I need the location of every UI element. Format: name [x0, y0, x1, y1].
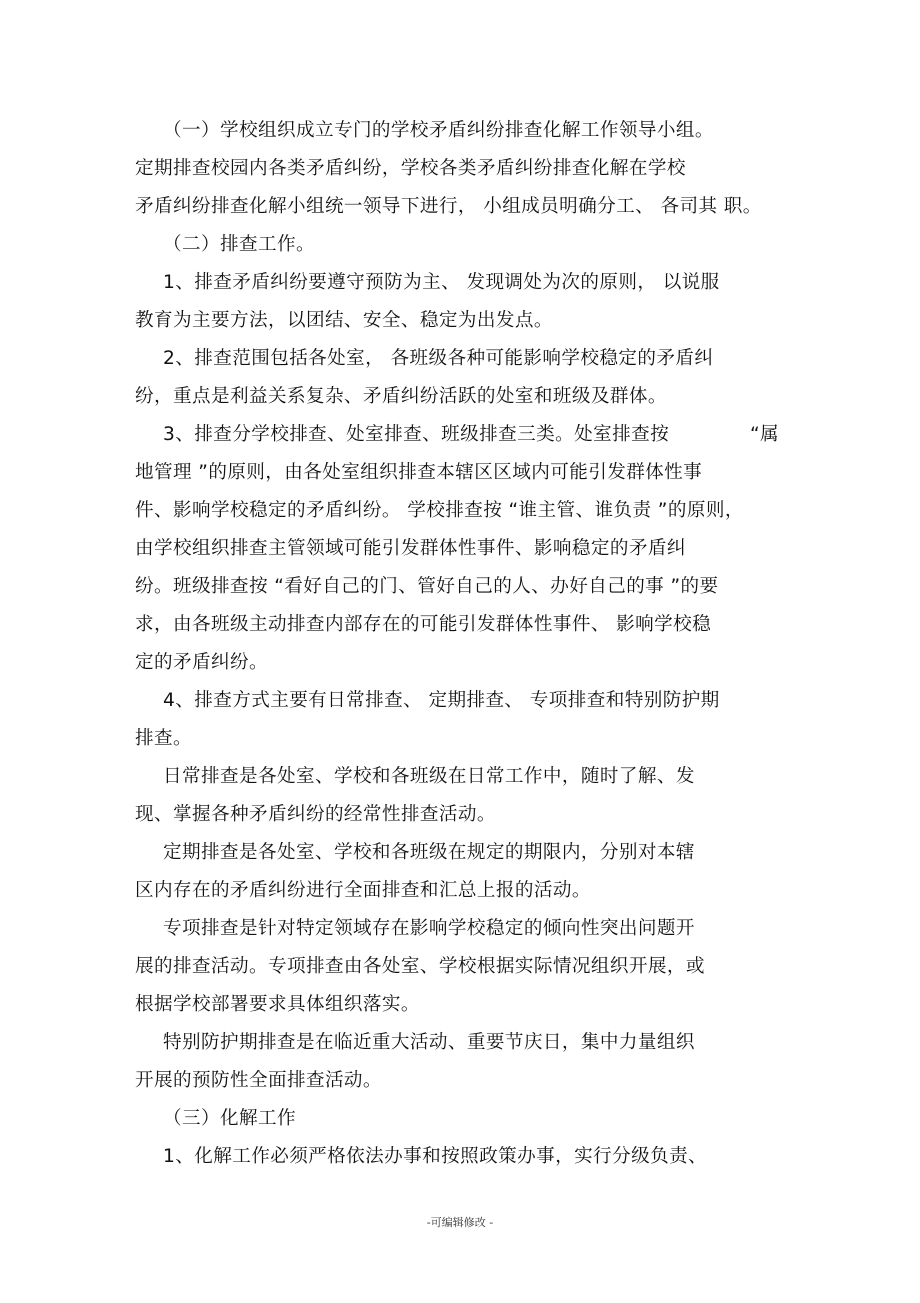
- text-line: 1、排查矛盾纠纷要遵守预防为主、 发现调处为次的原则， 以说服: [163, 272, 720, 293]
- text-line: 4、排查方式主要有日常排查、 定期排查、 专项排查和特别防护期: [163, 690, 720, 711]
- section-heading: （二）排查工作。: [163, 234, 315, 255]
- text-line: 2、排查范围包括各处室， 各班级各种可能影响学校稳定的矛盾纠: [163, 348, 714, 369]
- text-line: 日常排查是各处室、学校和各班级在日常工作中，随时了解、发: [163, 766, 695, 787]
- section-heading: （三）化解工作: [163, 1108, 296, 1129]
- text-line: 教育为主要方法，以团结、安全、稳定为出发点。: [135, 310, 553, 331]
- text-line: 展的排查活动。专项排查由各处室、学校根据实际情况组织开展，或: [135, 956, 705, 977]
- page-footer: -可编辑修改 -: [426, 1216, 494, 1229]
- text-line: 纷。班级排查按 “看好自己的门、管好自己的人、办好自己的事 ”的要: [135, 576, 719, 597]
- text-line: 定期排查校园内各类矛盾纠纷，学校各类矛盾纠纷排查化解在学校: [135, 158, 686, 179]
- text-line: 矛盾纠纷排查化解小组统一领导下进行， 小组成员明确分工、 各司其 职。: [135, 196, 762, 217]
- text-line: 区内存在的矛盾纠纷进行全面排查和汇总上报的活动。: [135, 880, 591, 901]
- text-line: 3、排查分学校排查、处室排查、班级排查三类。处室排查按: [163, 424, 670, 445]
- text-line-fragment: “属: [750, 424, 780, 445]
- text-line: 地管理 ”的原则，由各处室组织排查本辖区区域内可能引发群体性事: [135, 462, 703, 483]
- text-line: 求，由各班级主动排查内部存在的可能引发群体性事件、 影响学校稳: [135, 614, 712, 635]
- text-line: 定期排查是各处室、学校和各班级在规定的期限内，分别对本辖: [163, 842, 695, 863]
- text-line: 由学校组织排查主管领域可能引发群体性事件、影响稳定的矛盾纠: [135, 538, 686, 559]
- text-line: 专项排查是针对特定领域存在影响学校稳定的倾向性突出问题开: [163, 918, 695, 939]
- text-line: 特别防护期排查是在临近重大活动、重要节庆日，集中力量组织: [163, 1032, 695, 1053]
- text-line: 排查。: [135, 728, 192, 749]
- text-line: 现、掌握各种矛盾纠纷的经常性排查活动。: [135, 804, 496, 825]
- text-line: 开展的预防性全面排查活动。: [135, 1070, 382, 1091]
- text-line: 定的矛盾纠纷。: [135, 652, 268, 673]
- text-line: 1、化解工作必须严格依法办事和按照政策办事，实行分级负责、: [163, 1146, 708, 1167]
- text-line: 件、影响学校稳定的矛盾纠纷。 学校排查按 “谁主管、谁负责 ”的原则，: [135, 500, 744, 521]
- text-line: 根据学校部署要求具体组织落实。: [135, 994, 420, 1015]
- text-line: 纷，重点是利益关系复杂、矛盾纠纷活跃的处室和班级及群体。: [135, 386, 667, 407]
- text-line: （一）学校组织成立专门的学校矛盾纠纷排查化解工作领导小组。: [163, 120, 714, 141]
